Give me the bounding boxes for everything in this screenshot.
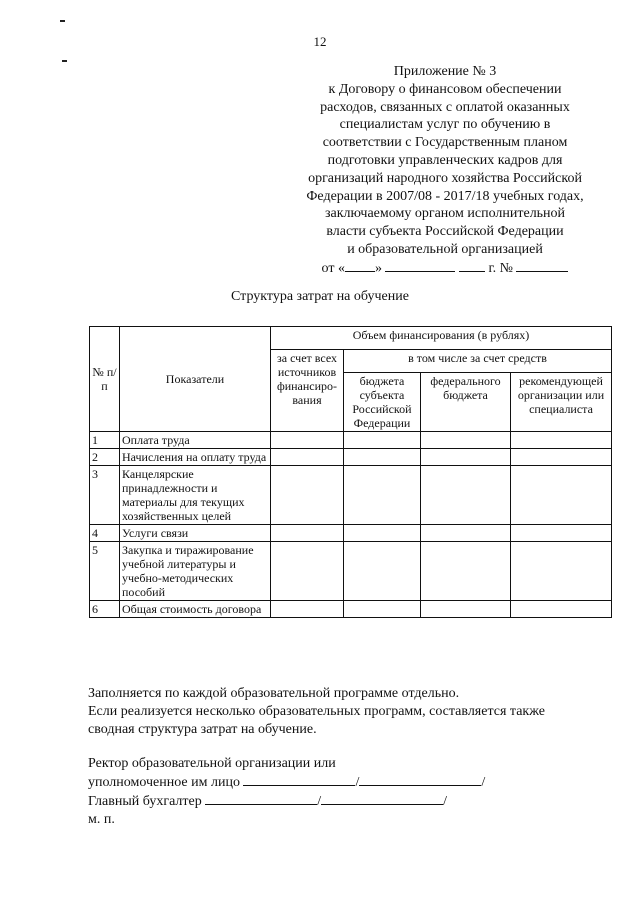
notes: [88, 685, 618, 739]
cell[interactable]: [421, 525, 511, 542]
appendix-line: к Договору о финансовом обеспечении: [328, 81, 562, 97]
scan-mark-top: [60, 20, 65, 22]
number-blank[interactable]: [516, 259, 568, 272]
accountant-line: [88, 792, 618, 811]
slash: /: [355, 775, 360, 790]
cell[interactable]: [344, 449, 421, 466]
cell[interactable]: [421, 601, 511, 618]
rector-signature-blank[interactable]: [243, 773, 355, 786]
appendix-line: организаций народного хозяйства Российской: [308, 170, 582, 186]
table-row: [90, 542, 612, 601]
cell[interactable]: [511, 601, 612, 618]
table-row: [90, 449, 612, 466]
month-blank[interactable]: [385, 259, 455, 272]
row-label: Оплата труда: [120, 432, 271, 449]
page-number: 12: [313, 34, 327, 49]
row-num: 5: [90, 542, 120, 601]
rector-line-1: Ректор образовательной организации или: [88, 756, 336, 771]
table-row: [90, 432, 612, 449]
cell[interactable]: [271, 542, 344, 601]
header-federal-budget: федерального бюджета: [421, 373, 511, 432]
header-recommending-org: рекомендующей организации или специалиста: [511, 373, 612, 432]
cell[interactable]: [511, 525, 612, 542]
scan-mark-bottom: [62, 60, 67, 62]
cell[interactable]: [511, 466, 612, 525]
header-including: в том числе за счет средств: [344, 350, 612, 373]
accountant-name-blank[interactable]: [321, 792, 443, 805]
row-label: Общая стоимость договора: [120, 601, 271, 618]
cell[interactable]: [344, 466, 421, 525]
date-year-suffix: г. №: [488, 260, 513, 276]
appendix-line: соответствии с Государственным планом: [322, 135, 568, 151]
rector-name-blank[interactable]: [359, 773, 481, 786]
note-line: Если реализуется несколько образовательных программ, составляется также: [88, 704, 545, 719]
appendix-line: расходов, связанных с оплатой оказанных: [320, 99, 570, 115]
cell[interactable]: [344, 601, 421, 618]
cell[interactable]: [344, 525, 421, 542]
table-row: [90, 466, 612, 525]
cell[interactable]: [511, 432, 612, 449]
appendix-line: Федерации в 2007/08 - 2017/18 учебных годах,: [306, 188, 584, 204]
header-all-sources: за счет всех источников финансиро-вания: [271, 350, 344, 432]
note-line: сводная структура затрат на обучение.: [88, 722, 317, 737]
row-num: 2: [90, 449, 120, 466]
slash: /: [317, 794, 322, 809]
document-title: Структура затрат на обучение: [231, 289, 409, 304]
header-indicators: Показатели: [120, 327, 271, 432]
cell[interactable]: [421, 432, 511, 449]
cell[interactable]: [421, 466, 511, 525]
rector-line-2: [88, 773, 618, 792]
cell[interactable]: [511, 542, 612, 601]
cell[interactable]: [421, 449, 511, 466]
year-blank[interactable]: [459, 259, 485, 272]
cell[interactable]: [271, 449, 344, 466]
appendix-line: заключаемому органом исполнительной: [324, 206, 566, 222]
slash: /: [481, 775, 486, 790]
row-label: Начисления на оплату труда: [120, 449, 271, 466]
date-close-quote: »: [374, 260, 382, 276]
row-num: 6: [90, 601, 120, 618]
cell[interactable]: [271, 525, 344, 542]
rector-label: уполномоченное им лицо: [88, 775, 240, 790]
cell[interactable]: [271, 601, 344, 618]
appendix-line: Приложение № 3: [393, 64, 497, 79]
slash: /: [443, 794, 448, 809]
accountant-label: Главный бухгалтер: [88, 794, 202, 809]
row-label: Канцелярские принадлежности и материалы для текущих хозяйственных целей: [120, 466, 271, 525]
signature-block: [88, 755, 618, 829]
row-label: Услуги связи: [120, 525, 271, 542]
table-row: [90, 525, 612, 542]
appendix-line: специалистам услуг по обучению в: [339, 117, 551, 133]
table-header-row: [90, 327, 612, 350]
row-num: 1: [90, 432, 120, 449]
date-line: [280, 259, 610, 278]
header-volume: Объем финансирования (в рублях): [271, 327, 612, 350]
accountant-signature-blank[interactable]: [205, 792, 317, 805]
table-row: [90, 601, 612, 618]
cell[interactable]: [344, 542, 421, 601]
cell[interactable]: [271, 466, 344, 525]
stamp-place: м. п.: [88, 812, 115, 827]
appendix-line: власти субъекта Российской Федерации: [326, 224, 564, 240]
header-num: № п/п: [90, 327, 120, 432]
appendix-header: [280, 63, 610, 278]
cost-structure-table: [89, 326, 612, 618]
appendix-line: и образовательной организацией: [347, 241, 543, 257]
cell[interactable]: [421, 542, 511, 601]
cell[interactable]: [344, 432, 421, 449]
row-num: 4: [90, 525, 120, 542]
header-regional-budget: бюджета субъекта Российской Федерации: [344, 373, 421, 432]
appendix-line: подготовки управленческих кадров для: [327, 152, 563, 168]
note-line: Заполняется по каждой образовательной программе отдельно.: [88, 686, 460, 701]
cell[interactable]: [511, 449, 612, 466]
row-num: 3: [90, 466, 120, 525]
day-blank[interactable]: [345, 259, 375, 272]
cell[interactable]: [271, 432, 344, 449]
row-label: Закупка и тиражирование учебной литературы и учебно-методических пособий: [120, 542, 271, 601]
date-prefix: от «: [321, 260, 345, 276]
